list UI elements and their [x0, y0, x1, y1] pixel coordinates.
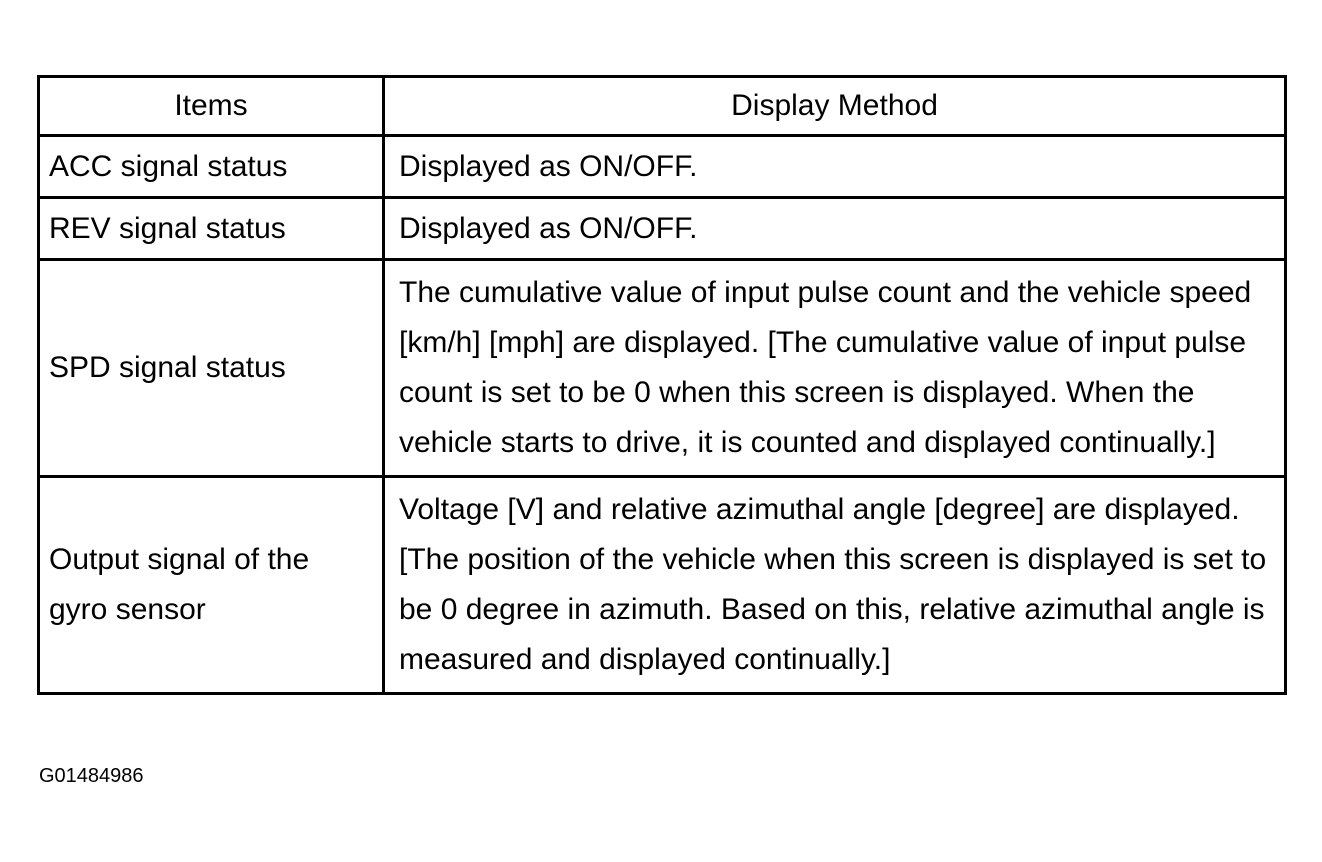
- row-item-acc: ACC signal status: [39, 136, 384, 198]
- table-row: [39, 260, 1286, 477]
- row-method-acc: Displayed as ON/OFF.: [384, 136, 1286, 198]
- row-method-rev: Displayed as ON/OFF.: [384, 198, 1286, 260]
- row-method-gyro: Voltage [V] and relative azimuthal angle [degree] are displayed. [The position of the vehicle when this screen is displayed is set to be 0 degree in azimuth. Based on this, relative azimuthal angle is measured and displayed continually.]: [384, 477, 1286, 694]
- figure-id-label: G01484986: [39, 765, 144, 787]
- header-items: Items: [39, 77, 384, 136]
- display-method-table: [37, 75, 1287, 695]
- table-row: [39, 198, 1286, 260]
- row-item-gyro: Output signal of the gyro sensor: [39, 477, 384, 694]
- table-header-row: [39, 77, 1286, 136]
- row-item-rev: REV signal status: [39, 198, 384, 260]
- header-display-method: Display Method: [384, 77, 1286, 136]
- row-item-spd: SPD signal status: [39, 260, 384, 477]
- table-row: [39, 477, 1286, 694]
- row-method-spd: The cumulative value of input pulse count and the vehicle speed [km/h] [mph] are displayed. [The cumulative value of input pulse count is set to be 0 when this screen is displayed. When the vehicle starts to drive, it is counted and displayed continually.]: [384, 260, 1286, 477]
- table-row: [39, 136, 1286, 198]
